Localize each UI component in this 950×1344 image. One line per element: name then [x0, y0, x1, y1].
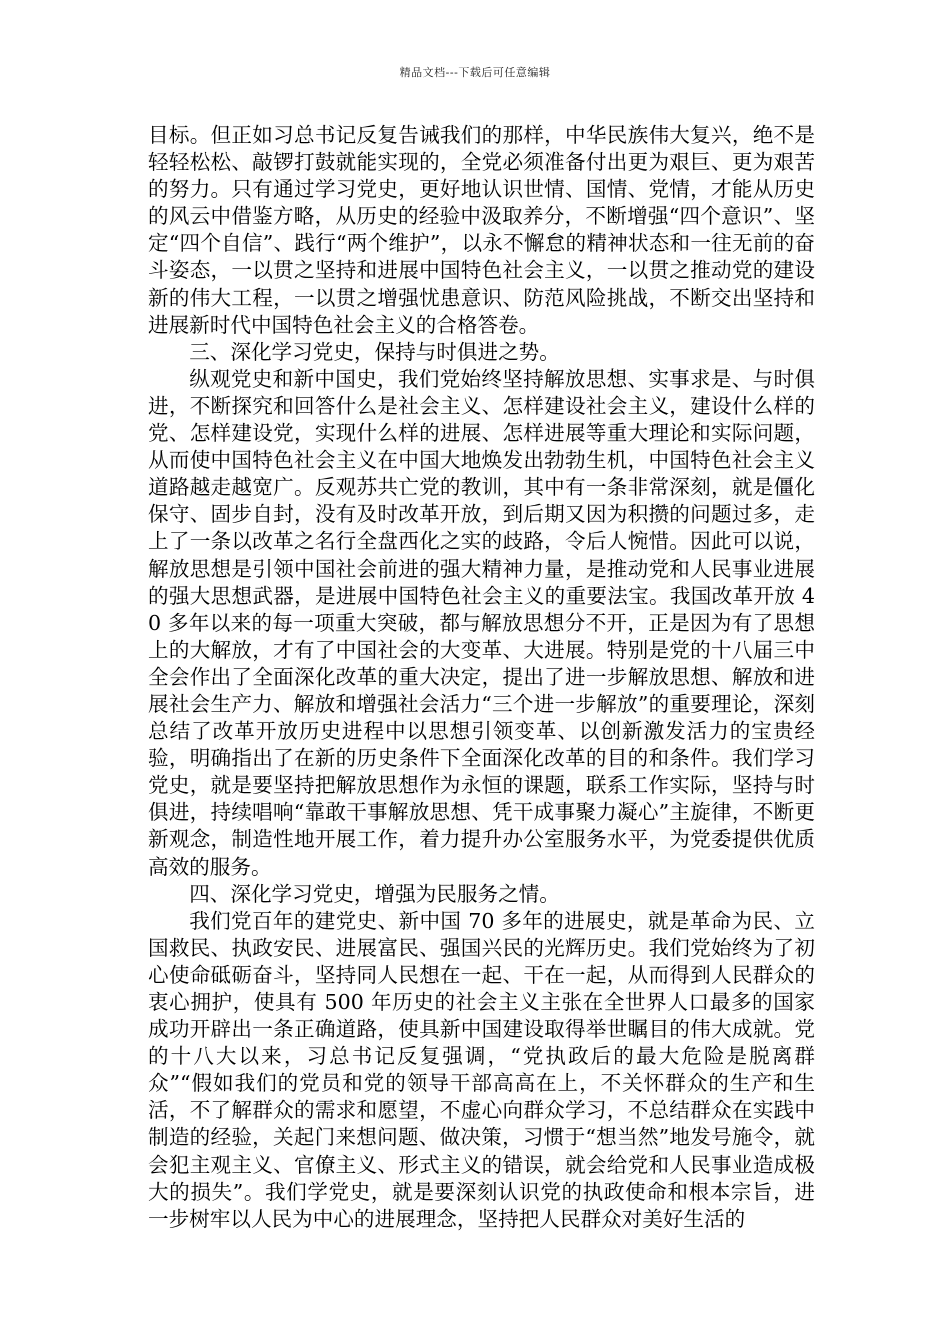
section-heading-3: 三、深化学习党史，保持与时俱进之势。	[189, 339, 560, 364]
paragraph-section-4: 我们党百年的建党史、新中国 70 多年的进展史，就是革命为民、立国救民、执政安民、进展富民、强国兴民的光辉历史。我们党始终为了初心使命砥砺奋斗，坚持同人民想在一起、干在一起，从而得到人民群众的衷心拥护，使具有 500 年历史的社会主义主张在全世界人口最多的国家成功开辟出一条正确道路，使具新中国建设取得举世瞩目的伟大成就。党的十八大以来，习总书记反复强调，“党执政后的最大危险是脱离群众”“假如我们的党员和党的领导干部高高在上，不关怀群众的生产和生活，不了解群众的需求和愿望，不虚心向群众学习，不总结群众在实践中制造的经验，关起门来想问题、做决策，习惯于“想当然”地发号施令，就会犯主观主义、官僚主义、形式主义的错误，就会给党和人民事业造成极大的损失”。我们学党史，就是要深刻认识党的执政使命和根本宗旨，进一步树牢以人民为中心的进展理念，坚持把人民群众对美好生活的	[148, 908, 815, 1231]
paragraph-section-3: 纵观党史和新中国史，我们党始终坚持解放思想、实事求是、与时俱进，不断探究和回答什么是社会主义、怎样建设社会主义，建设什么样的党、怎样建设党，实现什么样的进展、怎样进展等重大理论和实际问题，从而使中国特色社会主义在中国大地焕发出勃勃生机，中国特色社会主义道路越走越宽广。反观苏共亡党的教训，其中有一条非常深刻，就是僵化保守、固步自封，没有及时改革开放，到后期又因为积攒的问题过多，走上了一条以改革之名行全盘西化之实的歧路，令后人惋惜。因此可以说，解放思想是引领中国社会前进的强大精神力量，是推动党和人民事业进展的强大思想武器，是进展中国特色社会主义的重要法宝。我国改革开放 40 多年以来的每一项重大突破，都与解放思想分不开，正是因为有了思想上的大解放，才有了中国社会的大变革、大进展。特别是党的十八届三中全会作出了全面深化改革的重大决定，提出了进一步解放思想、解放和进展社会生产力、解放和增强社会活力“三个进一步解放”的重要理论，深刻总结了改革开放历史进程中以思想引领变革、以创新激发活力的宝贵经验，明确指出了在新的历史条件下全面深化改革的目的和条件。我们学习党史，就是要坚持把解放思想作为永恒的课题，联系工作实际，坚持与时俱进，持续唱响“靠敢干事解放思想、凭干成事聚力凝心”主旋律，不断更新观念，制造性地开展工作，着力提升办公室服务水平，为党委提供优质高效的服务。	[148, 366, 815, 879]
section-heading-4: 四、深化学习党史，增强为民服务之情。	[189, 881, 560, 906]
document-body	[148, 122, 815, 1233]
paragraph-continued: 目标。但正如习总书记反复告诫我们的那样，中华民族伟大复兴，绝不是轻轻松松、敲锣打鼓就能实现的，全党必须准备付出更为艰巨、更为艰苦的努力。只有通过学习党史，更好地认识世情、国情、党情，才能从历史的风云中借鉴方略，从历史的经验中汲取养分，不断增强“四个意识”、坚定“四个自信”、践行“两个维护”，以永不懈怠的精神状态和一往无前的奋斗姿态，一以贯之坚持和进展中国特色社会主义，一以贯之推动党的建设新的伟大工程，一以贯之增强忧患意识、防范风险挑战，不断交出坚持和进展新时代中国特色社会主义的合格答卷。	[148, 123, 815, 337]
page-header: 精品文档---下载后可任意编辑	[399, 66, 551, 79]
